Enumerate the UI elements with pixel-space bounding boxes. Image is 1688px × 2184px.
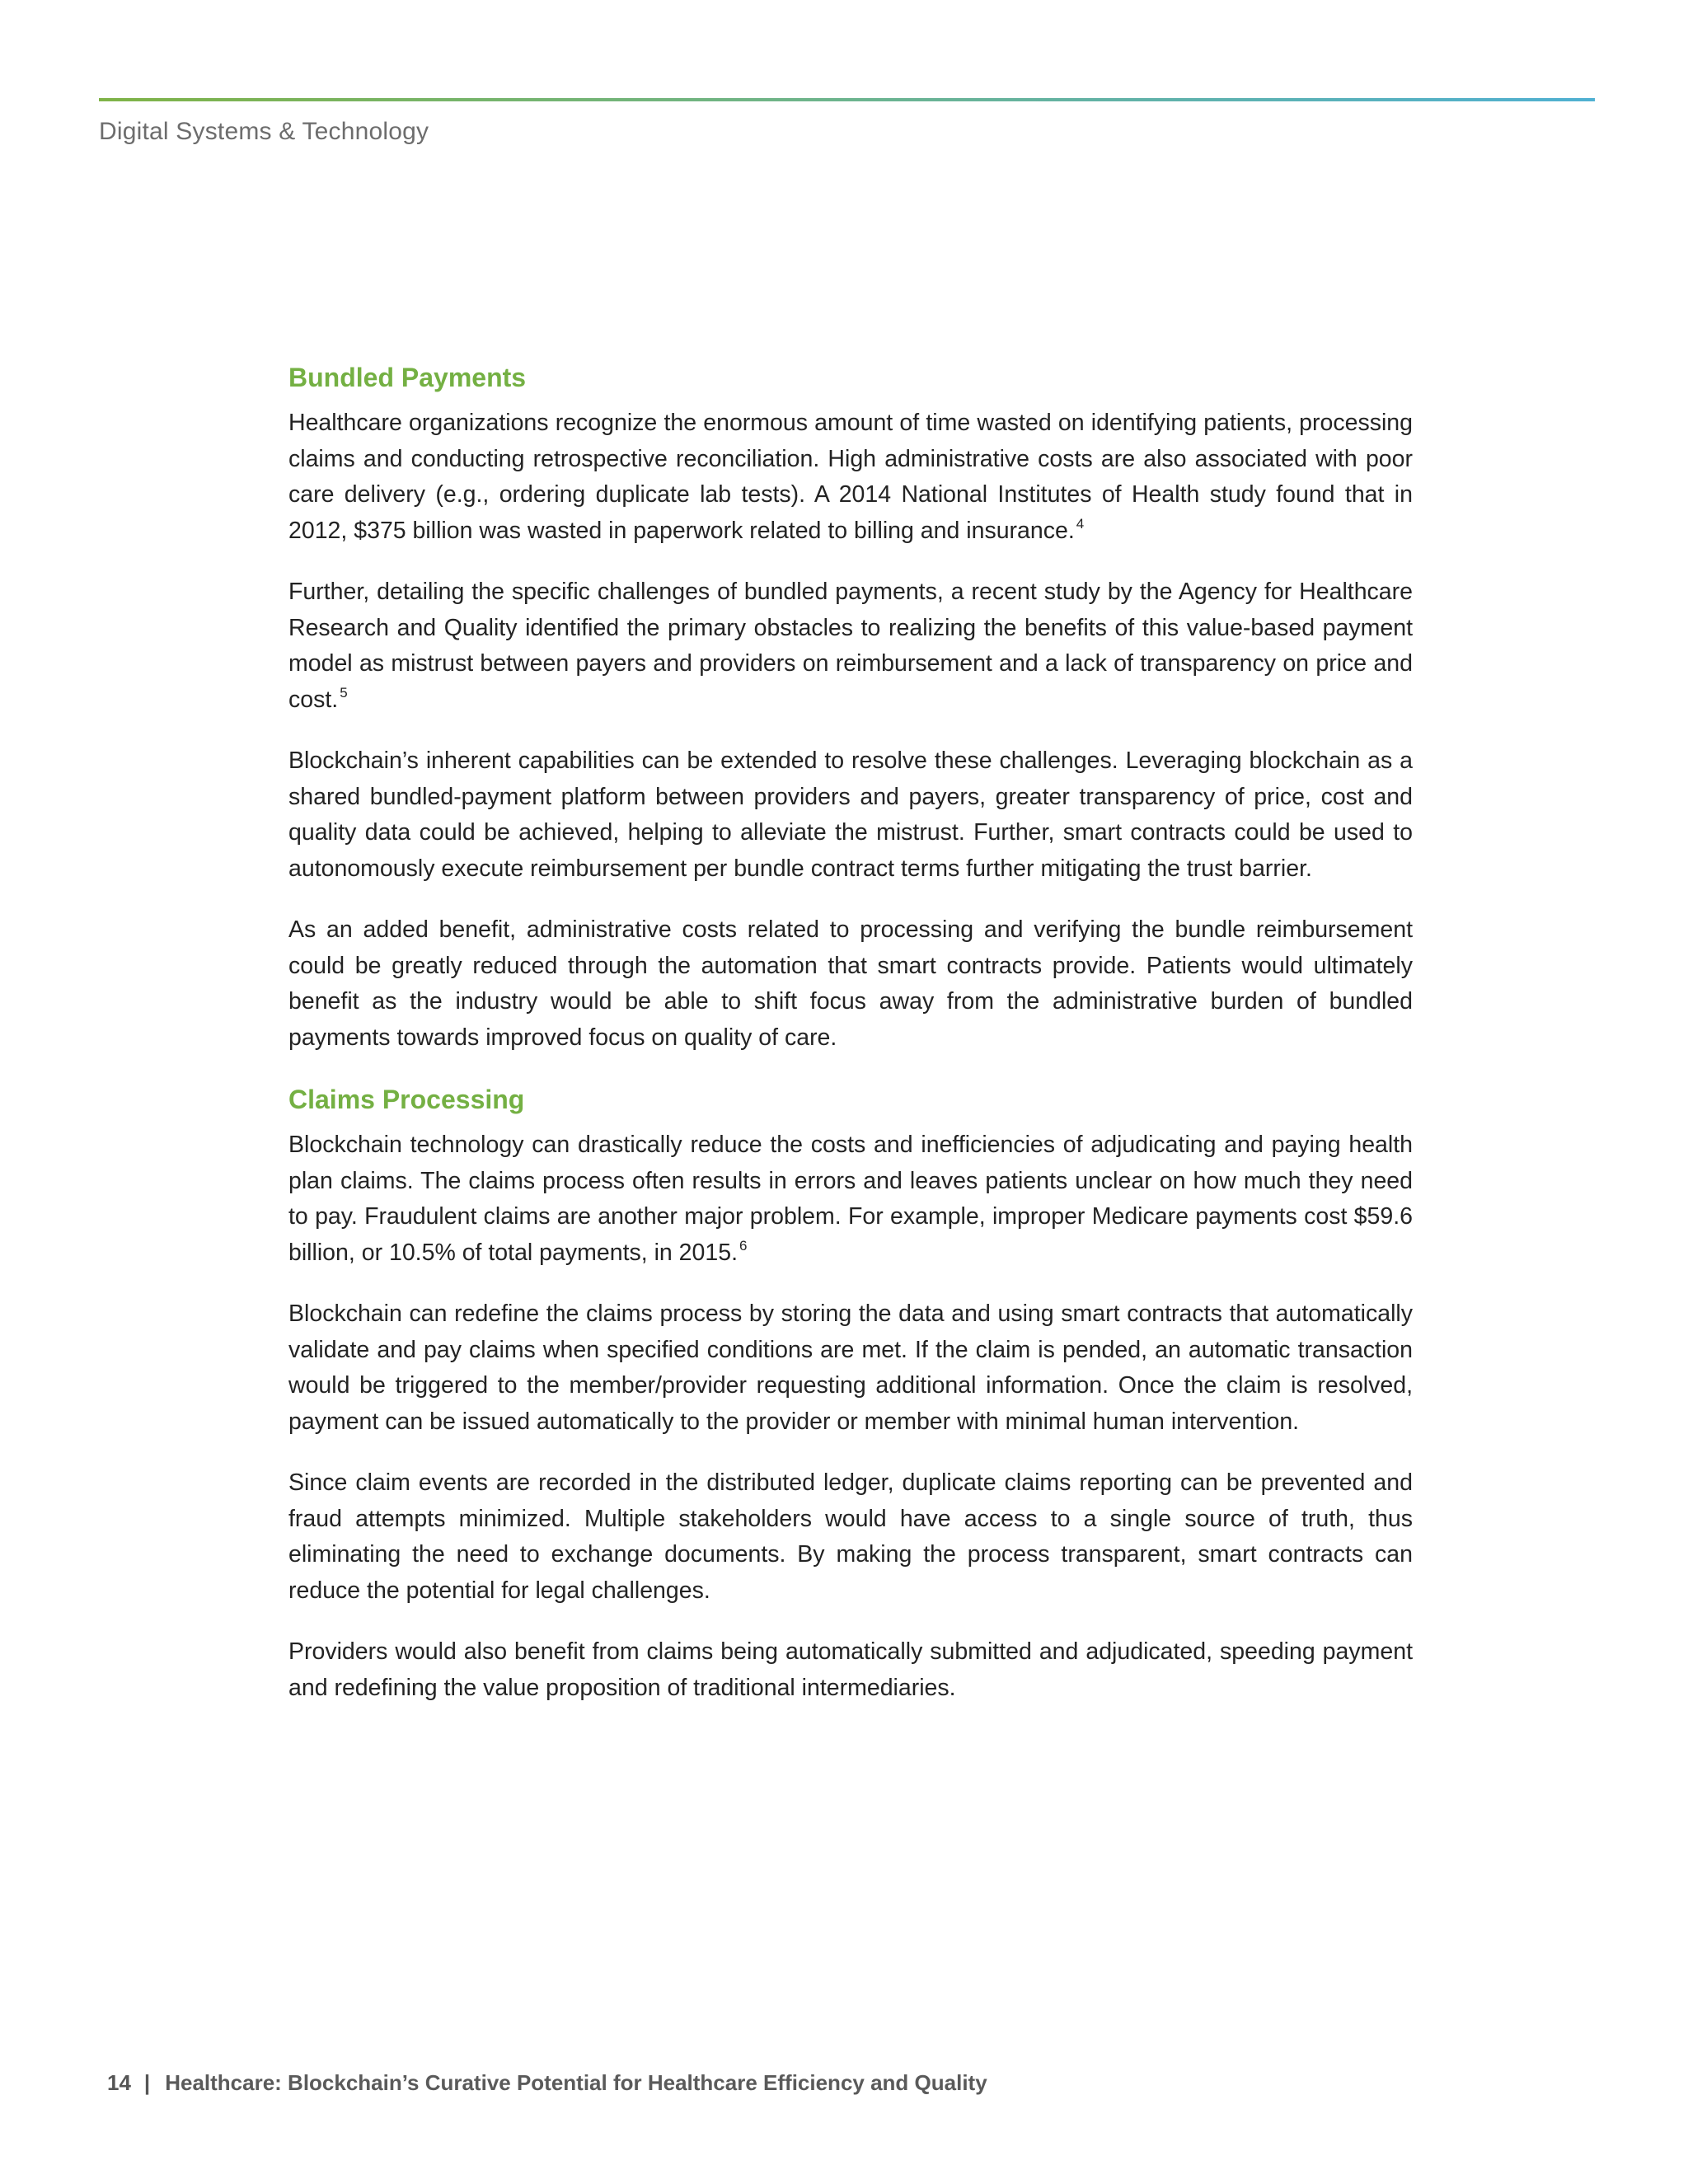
paragraph-text: As an added benefit, administrative costs related to processing and verifying the bundle reimbursement could be greatly reduced through the automation that smart contracts provide. Patients would ultimately benefit as the industry would be able to shift focus away from the administrative burden of bundled payments towards improved focus on quality of care. [288,916,1413,1051]
footnote-ref: 6 [739,1237,748,1254]
footnote-ref: 4 [1076,515,1085,532]
paragraph [288,405,1413,549]
paragraph [288,574,1413,718]
paragraph-text: Blockchain’s inherent capabilities can be extended to resolve these challenges. Leveraging blockchain as a shared bundled-payment platform between providers and payers, greater transparency of price, cost and quality data could be achieved, helping to alleviate the mistrust. Further, smart contracts could be used to autonomously execute reimbursement per bundle contract terms further mitigating the trust barrier. [288,748,1413,882]
paragraph [288,743,1413,887]
paragraph-text: Blockchain can redefine the claims process by storing the data and using smart contracts that automatically validate and pay claims when specified conditions are met. If the claim is pended, an automatic transaction would be triggered to the member/provider requesting additional information. Once the claim is resolved, payment can be issued automatically to the provider or member with minimal human intervention. [288,1301,1413,1435]
paragraph [288,1465,1413,1609]
paragraph-text: Blockchain technology can drastically reduce the costs and inefficiencies of adjudicating and paying health plan claims. The claims process often results in errors and leaves patients unclear on how much they need to pay. Fraudulent claims are another major problem. For example, improper Medicare payments cost $59.6 billion, or 10.5% of total payments, in 2015. [288,1132,1413,1266]
footer-title: Healthcare: Blockchain’s Curative Potential for Healthcare Efficiency and Quality [165,2070,987,2095]
section-heading-claims-processing: Claims Processing [288,1085,525,1114]
page-footer [107,2070,987,2096]
main-content [288,359,1413,1732]
paragraph [288,1634,1413,1706]
footer-separator: | [143,2070,151,2095]
paragraph-text: Providers would also benefit from claims being automatically submitted and adjudicated, speeding payment and redefining the value proposition of traditional intermediaries. [288,1638,1413,1701]
paragraph [288,1127,1413,1271]
footnote-ref: 5 [340,684,348,701]
paragraph [288,1296,1413,1440]
header-rule [99,98,1595,101]
paragraph-text: Healthcare organizations recognize the enormous amount of time wasted on identifying patients, processing claims and conducting retrospective reconciliation. High administrative costs are also associated with poor care delivery (e.g., ordering duplicate lab tests). A 2014 National Institutes of Health study found that in 2012, $375 billion was wasted in paperwork related to billing and insurance. [288,410,1413,544]
paragraph [288,912,1413,1056]
header-title: Digital Systems & Technology [99,118,429,145]
page-number: 14 [107,2070,131,2095]
paragraph-text: Further, detailing the specific challenges of bundled payments, a recent study by the Agency for Healthcare Research and Quality identified the primary obstacles to realizing the benefits of this value-based payment model as mistrust between payers and providers on reimbursement and a lack of transparency on price and cost. [288,579,1413,713]
paragraph-text: Since claim events are recorded in the distributed ledger, duplicate claims reporting can be prevented and fraud attempts minimized. Multiple stakeholders would have access to a single source of truth, thus eliminating the need to exchange documents. By making the process transparent, smart contracts can reduce the potential for legal challenges. [288,1469,1413,1604]
section-heading-bundled-payments: Bundled Payments [288,363,527,392]
